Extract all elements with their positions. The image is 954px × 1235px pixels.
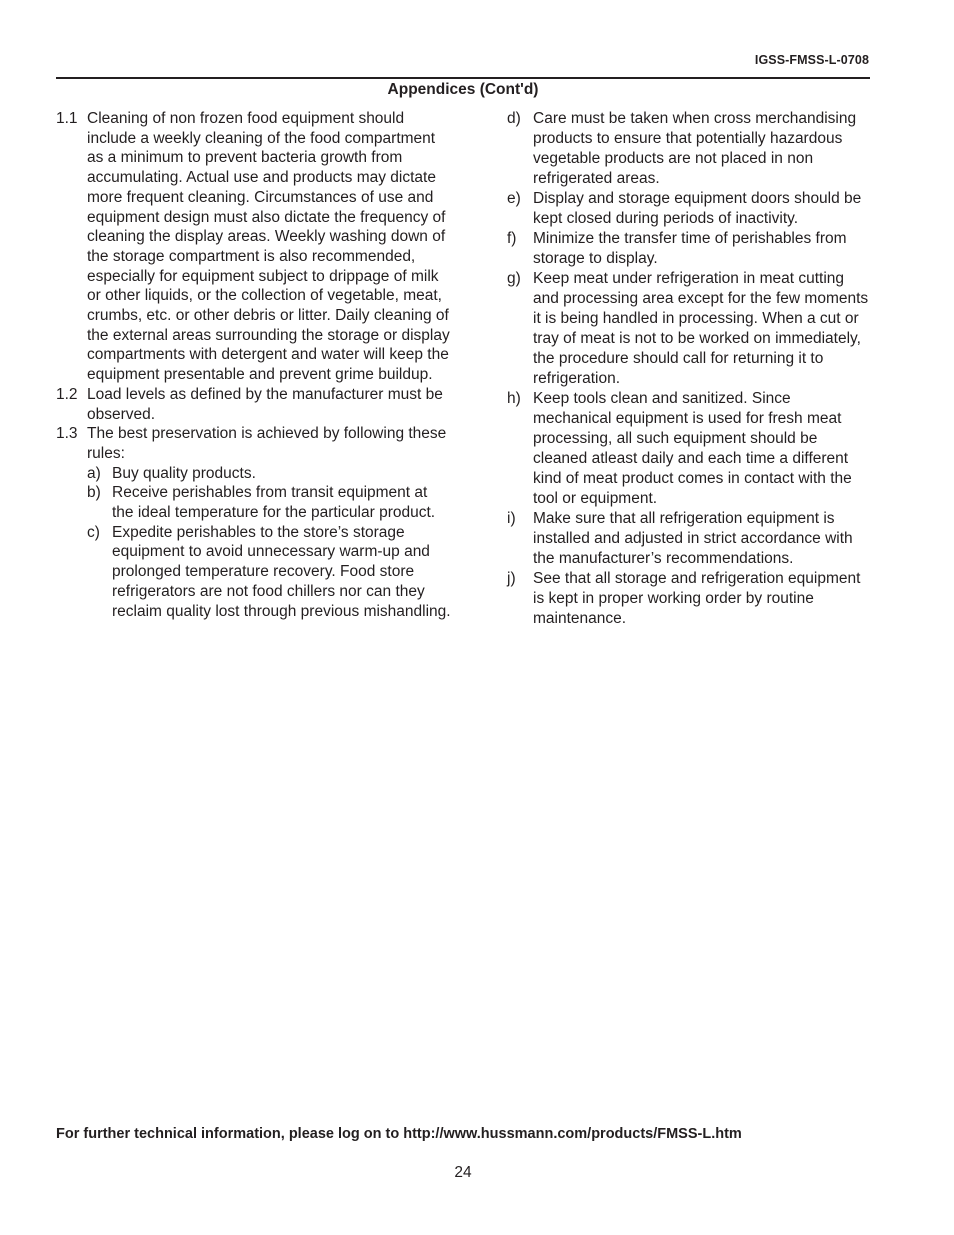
header-divider bbox=[56, 77, 870, 79]
item-text: Load levels as defined by the manufacturer must be observed. bbox=[87, 385, 443, 423]
rule-item-d bbox=[507, 109, 872, 189]
left-column bbox=[56, 109, 451, 621]
list-item-1-1 bbox=[56, 109, 451, 385]
page-number: 24 bbox=[454, 1164, 472, 1181]
item-text: Cleaning of non frozen food equipment should include a weekly cleaning of the food compartment as a minimum to prevent bacteria growth from accumulating. Actual use and products may dictate more frequent cleaning. Circumstances of use and equipment design must also dictate the frequency of cleaning the display areas. Weekly washing down of the storage compartment is also recommended, especially for equipment subject to drippage of milk or other liquids, or the collection of vegetable, meat, crumbs, etc. or other debris or litter. Daily cleaning of the external areas surrounding the storage or display compartments with detergent and water will keep the equipment presentable and prevent grime buildup. bbox=[87, 110, 450, 384]
rule-marker: d) bbox=[507, 110, 521, 127]
rule-text: Display and storage equipment doors should be kept closed during periods of inactivity. bbox=[533, 190, 862, 227]
rule-text: Care must be taken when cross merchandising products to ensure that potentially hazardous vegetable products are not placed in non refrigerated areas. bbox=[533, 110, 857, 187]
rule-text: See that all storage and refrigeration equipment is kept in proper working order by routine maintenance. bbox=[533, 570, 861, 627]
item-text: The best preservation is achieved by following these rules: bbox=[87, 425, 447, 462]
rule-marker: a) bbox=[87, 464, 101, 482]
list-item-1-2 bbox=[56, 385, 451, 424]
rule-marker: h) bbox=[507, 390, 521, 407]
rule-item-h bbox=[507, 389, 872, 509]
rule-marker: c) bbox=[87, 523, 100, 541]
rule-text: Receive perishables from transit equipment at the ideal temperature for the particular product. bbox=[112, 484, 436, 522]
rule-marker: e) bbox=[507, 190, 521, 207]
rule-text: Keep tools clean and sanitized. Since mechanical equipment is used for fresh meat processing, all such equipment should be cleaned atleast daily and each time a different kind of meat product comes in contact with the tool or equipment. bbox=[533, 390, 852, 507]
rule-text: Make sure that all refrigeration equipment is installed and adjusted in strict accordance with the manufacturer’s recommendations. bbox=[533, 510, 853, 567]
document-code: IGSS-FMSS-L-0708 bbox=[754, 53, 869, 67]
rule-marker: f) bbox=[507, 230, 517, 247]
rule-item-g bbox=[507, 269, 872, 389]
rule-item-a bbox=[87, 464, 451, 484]
list-item-1-3 bbox=[56, 424, 451, 463]
rule-item-j bbox=[507, 569, 872, 629]
rule-item-f bbox=[507, 229, 872, 269]
rule-marker: g) bbox=[507, 270, 521, 287]
rule-text: Expedite perishables to the store’s storage equipment to avoid unnecessary warm-up and prolonged temperature recovery. Food store refrigerators are not food chillers nor can they reclaim quality lost through previous mishandling. bbox=[112, 523, 451, 620]
rule-marker: i) bbox=[507, 510, 516, 527]
rule-item-i bbox=[507, 509, 872, 569]
rule-item-e bbox=[507, 189, 872, 229]
rule-marker: b) bbox=[87, 484, 101, 502]
rule-item-c bbox=[87, 523, 451, 622]
footer-note: For further technical information, please log on to http://www.hussmann.com/products/FMSS-L.htm bbox=[56, 1126, 742, 1142]
rule-item-b bbox=[87, 483, 451, 522]
item-marker: 1.3 bbox=[56, 425, 78, 443]
rules-list bbox=[56, 464, 451, 622]
section-title: Appendices (Cont'd) bbox=[387, 81, 539, 98]
item-marker: 1.2 bbox=[56, 385, 78, 403]
rule-text: Buy quality products. bbox=[112, 464, 256, 482]
right-column bbox=[507, 109, 872, 629]
rule-text: Minimize the transfer time of perishables from storage to display. bbox=[533, 230, 847, 267]
item-marker: 1.1 bbox=[56, 110, 78, 127]
rule-marker: j) bbox=[507, 570, 516, 587]
rule-text: Keep meat under refrigeration in meat cutting and processing area except for the few moments it is being handled in processing. When a cut or tray of meat is not to be worked on immediately, the procedure should call for returning it to refrigeration. bbox=[533, 270, 869, 387]
